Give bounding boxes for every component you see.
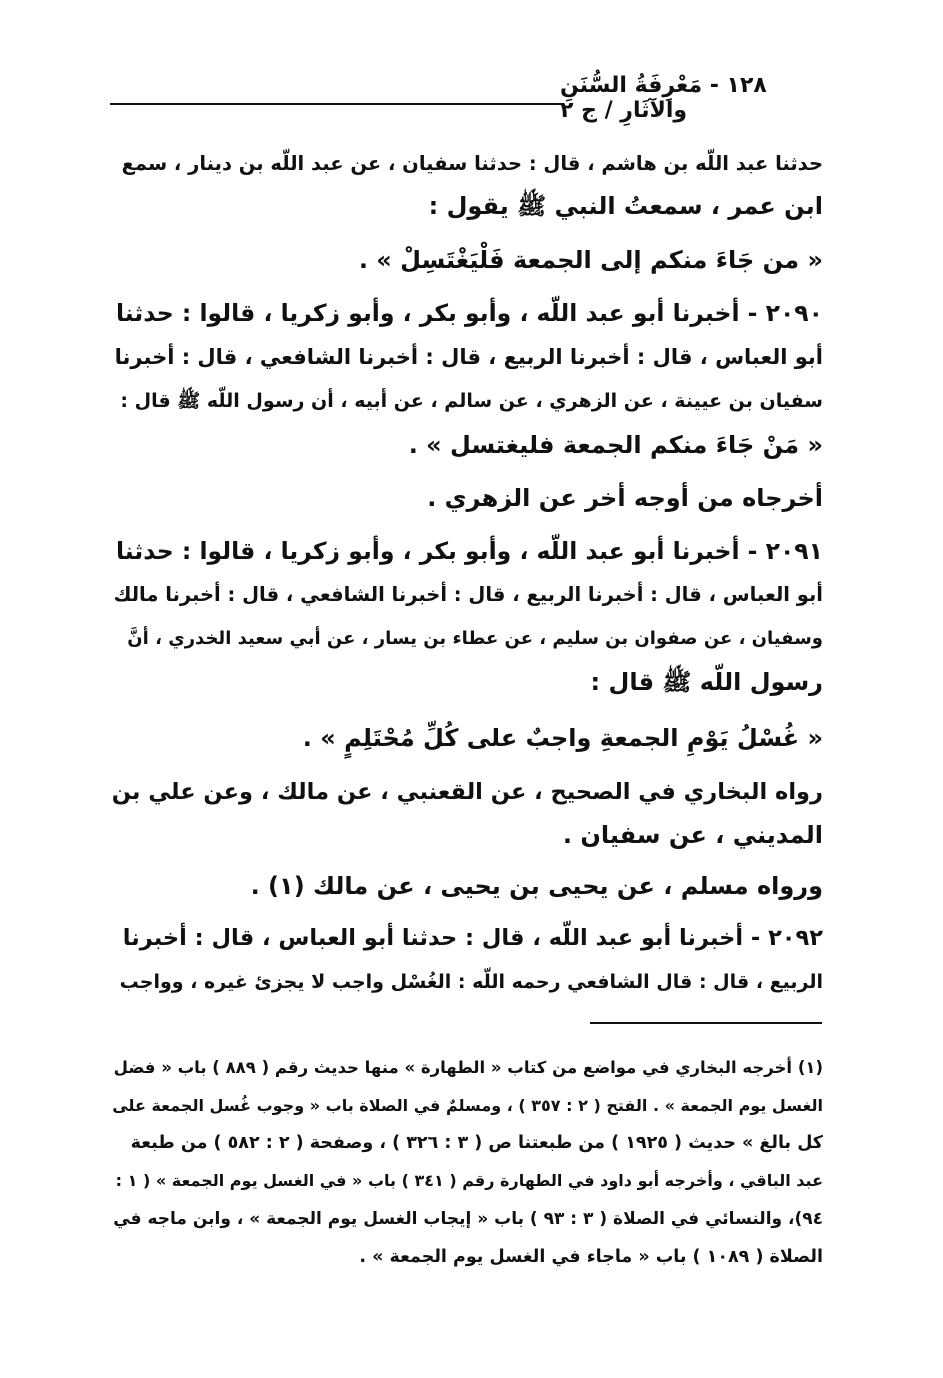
footnote-line: الغسل يوم الجمعة » . الفتح ( ٢ : ٣٥٧ ) ، ومسلمٌ في الصلاة باب « وجوب غُسل الجمعة على <box>112 1096 823 1115</box>
hadith-quote: « مَنْ جَاءَ منكم الجمعة فليغتسل » . <box>408 431 823 459</box>
body-line: سفيان بن عيينة ، عن الزهري ، عن سالم ، عن أبيه ، أن رسول اللّه ﷺ قال : <box>120 390 823 412</box>
commentary-line: رواه البخاري في الصحيح ، عن القعنبي ، عن مالك ، وعن علي بن <box>111 779 823 805</box>
hadith-2090-start: ٢٠٩٠ - أخبرنا أبو عبد اللّه ، وأبو بكر ، وأبو زكريا ، قالوا : حدثنا <box>115 299 823 327</box>
hadith-quote: « غُسْلُ يَوْمِ الجمعةِ واجبٌ على كُلِّ مُحْتَلِمٍ » . <box>302 724 823 752</box>
body-line: وسفيان ، عن صفوان بن سليم ، عن عطاء بن يسار ، عن أبي سعيد الخدري ، أنَّ <box>127 628 823 649</box>
commentary-line: أخرجاه من أوجه أخر عن الزهري . <box>427 484 823 512</box>
footnote-line: كل بالغ » حديث ( ١٩٢٥ ) من طبعتنا ص ( ٣ : ٣٢٦ ) ، وصفحة ( ٢ : ٥٨٢ ) من طبعة <box>130 1133 823 1153</box>
hadith-2092-start: ٢٠٩٢ - أخبرنا أبو عبد اللّه ، قال : حدثنا أبو العباس ، قال : أخبرنا <box>122 925 823 951</box>
body-line: أبو العباس ، قال : أخبرنا الربيع ، قال : أخبرنا الشافعي ، قال : أخبرنا مالك <box>113 583 823 606</box>
commentary-line: المديني ، عن سفيان . <box>562 821 823 849</box>
commentary-line: ورواه مسلم ، عن يحيى بن يحيى ، عن مالك (١) . <box>250 872 823 900</box>
footnote-line: الصلاة ( ١٠٨٩ ) باب « ماجاء في الغسل يوم الجمعة » . <box>359 1247 823 1267</box>
hadith-quote: « من جَاءَ منكم إلى الجمعة فَلْيَغْتَسِلْ » . <box>358 246 823 274</box>
body-line: حدثنا عبد اللّه بن هاشم ، قال : حدثنا سفيان ، عن عبد اللّه بن دينار ، سمع <box>121 152 823 175</box>
body-line: ابن عمر ، سمعتُ النبي ﷺ يقول : <box>428 192 823 220</box>
header-rule <box>110 103 562 105</box>
running-header: ١٢٨ - مَعْرِفَةُ السُّنَنِ والآثَارِ / ج ٢ <box>560 73 767 123</box>
body-line: أبو العباس ، قال : أخبرنا الربيع ، قال : أخبرنا الشافعي ، قال : أخبرنا <box>114 345 823 369</box>
body-line: رسول اللّه ﷺ قال : <box>590 668 823 696</box>
hadith-2091-start: ٢٠٩١ - أخبرنا أبو عبد اللّه ، وأبو بكر ، وأبو زكريا ، قالوا : حدثنا <box>115 537 823 565</box>
footnote-rule <box>590 1022 822 1024</box>
body-line: الربيع ، قال : قال الشافعي رحمه اللّه : الغُسْل واجب لا يجزئ غيره ، وواجب <box>119 971 823 993</box>
footnote-line: ٩٤)، والنسائي في الصلاة ( ٣ : ٩٣ ) باب « إيجاب الغسل يوم الجمعة » ، وابن ماجه في <box>113 1209 823 1229</box>
footnote-line: عبد الباقي ، وأخرجه أبو داود في الطهارة رقم ( ٣٤١ ) باب « في الغسل يوم الجمعة » ( ١ : <box>115 1171 823 1190</box>
footnote-line: (١) أخرجه البخاري في مواضع من كتاب « الطهارة » منها حديث رقم ( ٨٨٩ ) باب « فضل <box>113 1058 823 1077</box>
